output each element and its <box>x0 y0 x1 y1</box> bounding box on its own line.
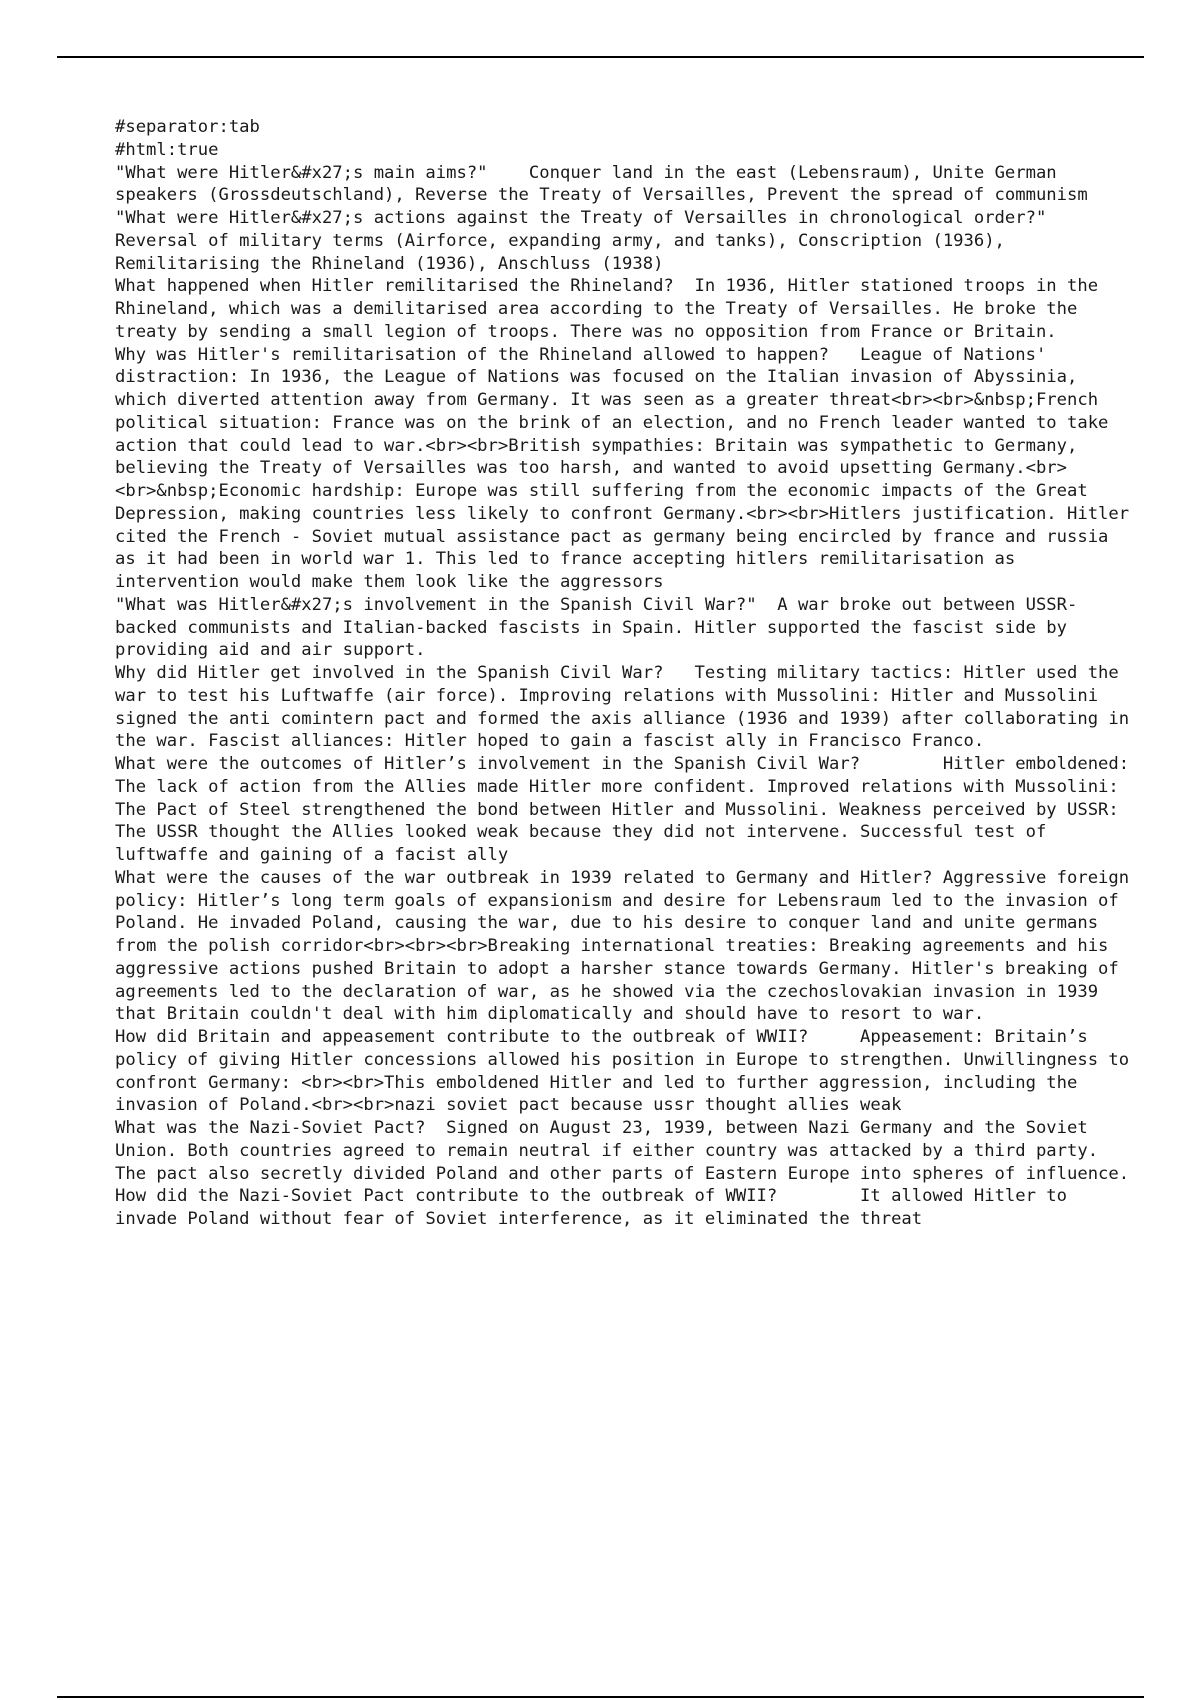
header-rule <box>57 56 1144 58</box>
footer-rule <box>57 1696 1144 1698</box>
document-body-text: #separator:tab #html:true "What were Hitler&#x27;s main aims?" Conquer land in the east (Lebensraum), Unite German speakers (Grossdeutschland), Reverse the Treaty of Versailles, Prevent the spread of communism "What were Hitler&#x27;s actions against the Treaty of Versailles in chronological order?" Reversal of military terms (Airforce, expanding army, and tanks), Conscription (1936), Remilitarising the Rhineland (1936), Anschluss (1938) What happened when Hitler remilitarised the Rhineland? In 1936, Hitler stationed troops in the Rhineland, which was a demilitarised area according to the Treaty of Versailles. He broke the treaty by sending a small legion of troops. There was no opposition from France or Britain. Why was Hitler's remilitarisation of the Rhineland allowed to happen? League of Nations' distraction: In 1936, the League of Nations was focused on the Italian invasion of Abyssinia, which diverted attention away from Germany. It was seen as a greater threat<br><br>&nbsp;French political situation: France was on the brink of an election, and no French leader wanted to take action that could lead to war.<br><br>British sympathies: Britain was sympathetic to Germany, believing the Treaty of Versailles was too harsh, and wanted to avoid upsetting Germany.<br><br>&nbsp;Economic hardship: Europe was still suffering from the economic impacts of the Great Depression, making countries less likely to confront Germany.<br><br>Hitlers justification. Hitler cited the French - Soviet mutual assistance pact as germany being encircled by france and russia as it had been in world war 1. This led to france accepting hitlers remilitarisation as intervention would make them look like the aggressors "What was Hitler&#x27;s involvement in the Spanish Civil War?" A war broke out between USSR-backed communists and Italian-backed fascists in Spain. Hitler supported the fascist side by providing aid and air support. Why did Hitler get involved in the Spanish Civil War? Testing military tactics: Hitler used the war to test his Luftwaffe (air force). Improving relations with Mussolini: Hitler and Mussolini signed the anti comintern pact and formed the axis alliance (1936 and 1939) after collaborating in the war. Fascist alliances: Hitler hoped to gain a fascist ally in Francisco Franco. What were the outcomes of Hitler’s involvement in the Spanish Civil War? Hitler emboldened: The lack of action from the Allies made Hitler more confident. Improved relations with Mussolini: The Pact of Steel strengthened the bond between Hitler and Mussolini. Weakness perceived by USSR: The USSR thought the Allies looked weak because they did not intervene. Successful test of luftwaffe and gaining of a facist ally What were the causes of the war outbreak in 1939 related to Germany and Hitler? Aggressive foreign policy: Hitler’s long term goals of expansionism and desire for Lebensraum led to the invasion of Poland. He invaded Poland, causing the war, due to his desire to conquer land and unite germans from the polish corridor<br><br><br>Breaking international treaties: Breaking agreements and his aggressive actions pushed Britain to adopt a harsher stance towards Germany. Hitler's breaking of agreements led to the declaration of war, as he showed via the czechoslovakian invasion in 1939 that Britain couldn't deal with him diplomatically and should have to resort to war. How did Britain and appeasement contribute to the outbreak of WWII? Appeasement: Britain’s policy of giving Hitler concessions allowed his position in Europe to strengthen. Unwillingness to confront Germany: <br><br>This emboldened Hitler and led to further aggression, including the invasion of Poland.<br><br>nazi soviet pact because ussr thought allies weak What was the Nazi-Soviet Pact? Signed on August 23, 1939, between Nazi Germany and the Soviet Union. Both countries agreed to remain neutral if either country was attacked by a third party. The pact also secretly divided Poland and other parts of Eastern Europe into spheres of influence. How did the Nazi-Soviet Pact contribute to the outbreak of WWII? It allowed Hitler to invade Poland without fear of Soviet interference, as it eliminated the threat <box>115 117 1130 1229</box>
